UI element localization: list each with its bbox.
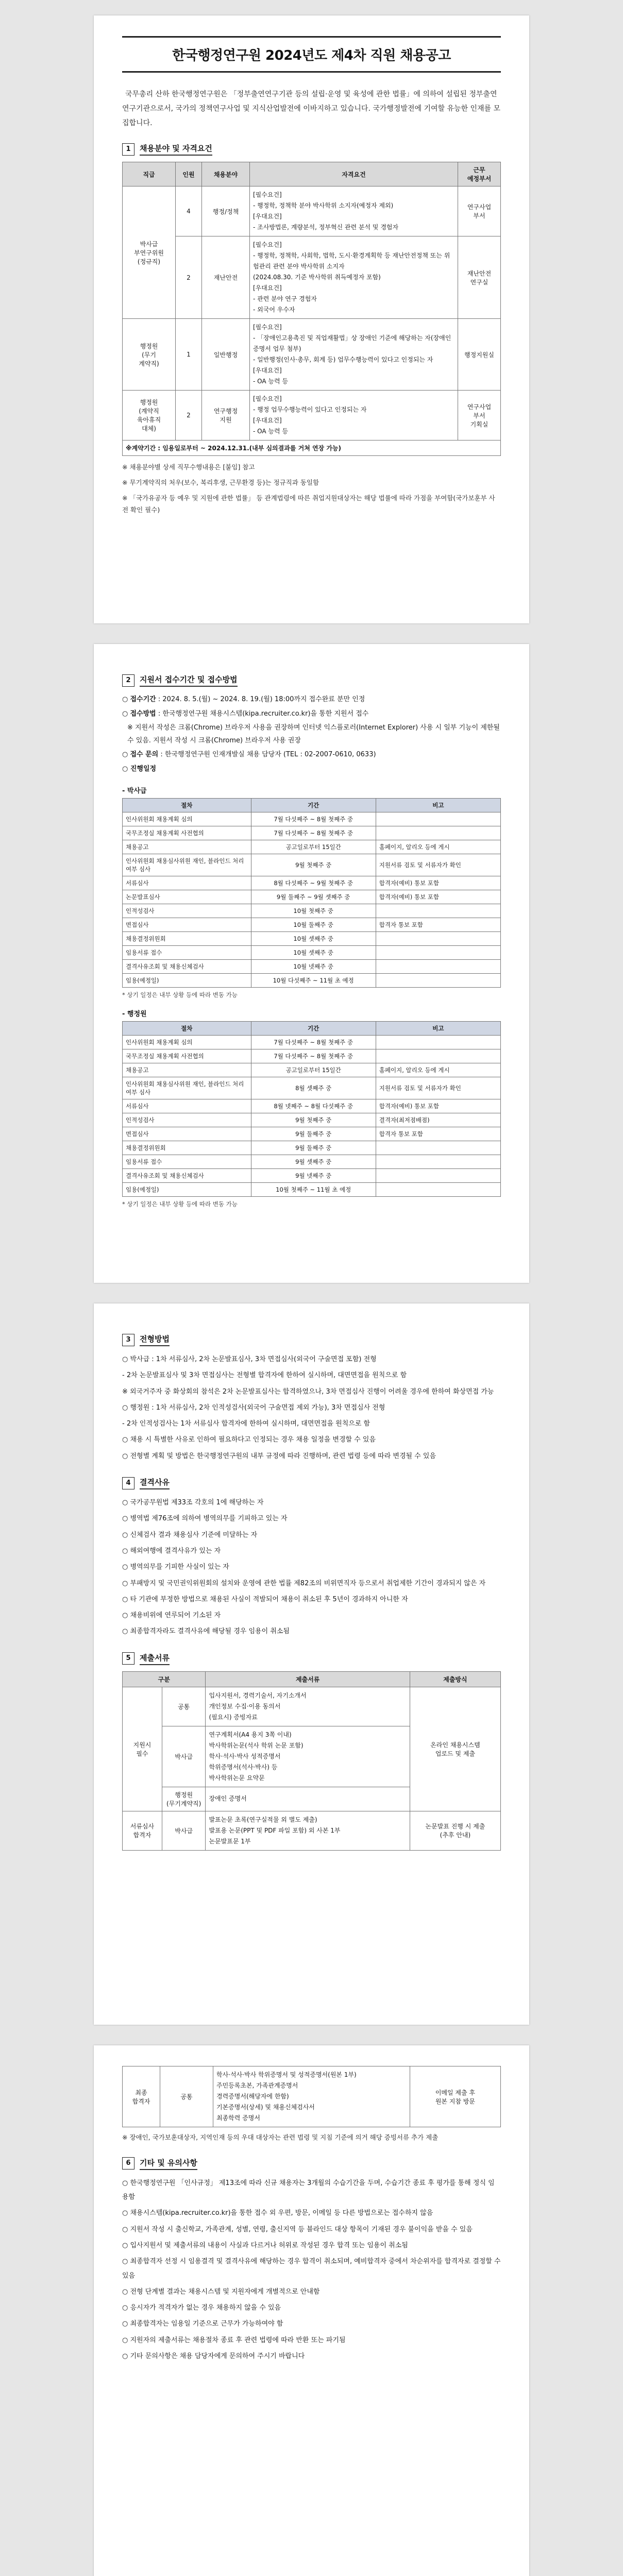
phd-title: - 박사급 [122, 787, 147, 795]
section-number: 3 [122, 1334, 134, 1346]
table-row [123, 1169, 501, 1183]
step-cell: 서류심사 [123, 876, 251, 890]
admin-title-text: 행정원 [127, 1010, 147, 1019]
period-cell: 7월 다섯째주 ~ 8월 첫째주 중 [251, 1049, 376, 1063]
dept-cell: 행정지원실 [458, 319, 501, 391]
docs-note: ※ 장애인, 국가보훈대상자, 지역인재 등의 우대 대상자는 관련 법령 및 지침 기준에 의거 해당 증빙서류 추가 제출 [122, 2133, 439, 2141]
doc-line: 박사학위논문 요약문 [209, 1774, 265, 1782]
dept-cell: 연구사업 부서 기획실 [458, 391, 501, 440]
remark-cell [376, 1169, 500, 1183]
qual-line: [우대요건] [253, 367, 282, 374]
table-row [123, 826, 501, 840]
doc-line: 발표용 논문(PPT 및 PDF 파일 포함) 외 사본 1부 [209, 1826, 341, 1834]
period-cell: 10월 셋째주 중 [251, 946, 376, 960]
qual-line: [필수요건] [253, 241, 282, 248]
period-cell: 10월 셋째주 중 [251, 932, 376, 946]
method-cell: 온라인 채용시스템 업로드 및 제출 [410, 1687, 500, 1811]
step-cell: 면접심사 [123, 918, 251, 932]
step-cell: 임용(예정일) [123, 1183, 251, 1197]
remark-cell [376, 904, 500, 918]
step-cell: 논문발표심사 [123, 890, 251, 904]
remark-cell: 지원서류 검토 및 서류자가 확인 [376, 854, 500, 876]
table-row [123, 1113, 501, 1127]
contract-note: ※계약기간 : 임용일로부터 ~ 2024.12.31.(내부 심의결과를 거쳐 연장 가능) [123, 440, 501, 456]
doc-line: 기본증명서(상세) 및 채용신체검사서 [216, 2104, 315, 2111]
apply-contact: ○ 접수 문의 : 한국행정연구원 인재개발실 채용 담당자 (TEL : 02-2007-0610, 0633) [122, 751, 376, 759]
section-number: 2 [122, 674, 134, 687]
table-row [123, 876, 501, 890]
period-cell: 10월 첫째주 중 [251, 904, 376, 918]
list-item: ○ 입사지원서 및 제출서류의 내용이 사실과 다르거나 허위로 작성된 경우 합격 또는 임용이 취소됨 [122, 2241, 408, 2249]
period-cell: 10월 첫째주 ~ 11월 초 예정 [251, 1183, 376, 1197]
remark-cell [376, 1183, 500, 1197]
qual-line: [필수요건] [253, 191, 282, 198]
doc-line: (필요시) 증빙자료 [209, 1713, 258, 1721]
section-title: 지원서 접수기간 및 접수방법 [140, 674, 238, 687]
process-list [122, 1352, 501, 1463]
list-item: ○ 지원자의 제출서류는 채용절차 종료 후 관련 법령에 따라 반환 또는 파기됨 [122, 2336, 346, 2344]
step-cell: 결격사유조회 및 채용신체검사 [123, 960, 251, 974]
doc-line: 박사학위논문(석사 학위 논문 포함) [209, 1741, 304, 1749]
section-title: 전형방법 [140, 1333, 170, 1346]
admin-schedule-body [123, 1036, 501, 1197]
note-line: ※ 「국가유공자 등 예우 및 지원에 관한 법률」 등 관계법령에 따른 취업지원대상자는 해당 법률에 따라 가점을 부여함(국가보훈부 사전 확인 필수) [122, 494, 495, 514]
qual-line: (2024.08.30. 기준 박사학위 취득예정자 포함) [253, 274, 381, 281]
docs-cell [206, 1787, 410, 1811]
period-cell: 9월 넷째주 중 [251, 1169, 376, 1183]
table-row [123, 854, 501, 876]
table-row [123, 319, 501, 391]
table-row [123, 1141, 501, 1155]
section-title: 기타 및 유의사항 [140, 2157, 197, 2170]
step-cell: 결격사유조회 및 채용신체검사 [123, 1169, 251, 1183]
item-label: 접수기간 [130, 696, 156, 703]
field-cell: 연구행정 지원 [202, 391, 250, 440]
step-cell: 채용결정위원회 [123, 932, 251, 946]
doc-line: 학사·석사·박사 성적증명서 [209, 1752, 281, 1760]
docs-cell [206, 1726, 410, 1787]
admin-note: * 상기 일정은 내부 상황 등에 따라 변동 가능 [122, 1200, 238, 1208]
period-cell: 9월 첫째주 중 [251, 1113, 376, 1127]
section-title: 제출서류 [140, 1652, 170, 1665]
etc-list [122, 2176, 501, 2364]
step-cell: 인사위원회 채용계획 심의 [123, 812, 251, 826]
table-row [123, 918, 501, 932]
dept-cell: 연구사업 부서 [458, 187, 501, 236]
col-step: 절차 [123, 1022, 251, 1036]
remark-cell [376, 812, 500, 826]
col-count: 인원 [176, 162, 202, 187]
qual-line: - OA 능력 등 [253, 428, 288, 435]
qual-line: - 일반행정(인사·총무, 회계 등) 업무수행능력이 있다고 인정되는 자 [253, 356, 433, 363]
table-row [123, 946, 501, 960]
list-item: ○ 전형별 계획 및 방법은 한국행정연구원의 내부 규정에 따라 진행하며, 관련 법령 등에 따라 변경될 수 있음 [122, 1452, 436, 1460]
count-cell: 2 [176, 236, 202, 319]
grade-cell: 행정원 (무기 계약직) [123, 319, 176, 391]
list-item: ○ 병역의무를 기피한 사실이 있는 자 [122, 1563, 229, 1571]
quals-cell [250, 187, 458, 236]
list-item: ○ 채용비위에 연루되어 기소된 자 [122, 1612, 221, 1620]
apply-method: ○ 접수방법 : 한국행정연구원 채용시스템(kipa.recruiter.co.kr)을 통한 지원서 접수 [122, 710, 369, 718]
group-cell: 최종 합격자 [123, 2066, 160, 2127]
doc-line: 입사지원서, 경력기술서, 자기소개서 [209, 1691, 307, 1699]
col-method: 제출방식 [410, 1671, 500, 1687]
method-cell: 이메일 제출 후 원본 지참 방문 [410, 2066, 500, 2127]
list-item: ○ 한국행정연구원 「인사규정」 제13조에 따라 신규 채용자는 3개월의 수습기간을 두며, 수습기간 종료 후 평가를 통해 정식 임용함 [122, 2179, 495, 2201]
section-header [122, 1652, 501, 1665]
documents-table-continued [122, 2066, 501, 2127]
period-cell: 8월 넷째주 ~ 8월 다섯째주 중 [251, 1099, 376, 1113]
period-cell: 9월 둘째주 중 [251, 1141, 376, 1155]
table-row [123, 1183, 501, 1197]
list-item: ○ 박사급 : 1차 서류심사, 2차 논문발표심사, 3차 면접심사(외국어 구술면접 포함) 전형 [122, 1355, 377, 1363]
remark-cell: 합격자(예비) 통보 포함 [376, 876, 500, 890]
type-cell: 박사급 [162, 1811, 206, 1850]
list-item: ○ 기타 문의사항은 채용 담당자에게 문의하여 주시기 바랍니다 [122, 2352, 305, 2361]
qual-line: [우대요건] [253, 213, 282, 220]
browser-note: ※ 지원서 작성은 크롬(Chrome) 브라우저 사용을 권장하며 인터넷 익스플로러(Internet Explorer) 사용 시 일부 기능이 제한될 수 있음. 지원서 작성 시 크롬(Chrome) 브라우저 사용 권장 [127, 724, 500, 744]
period-cell: 7월 다섯째주 ~ 8월 첫째주 중 [251, 1036, 376, 1049]
table-row [123, 960, 501, 974]
list-item: ○ 해외여행에 결격사유가 있는 자 [122, 1547, 221, 1555]
col-grade: 직급 [123, 162, 176, 187]
group-cell: 서류심사 합격자 [123, 1811, 162, 1850]
page-3 [94, 1303, 529, 2025]
page-title: 한국행정연구원 2024년도 제4차 직원 채용공고 [122, 36, 501, 73]
remark-cell [376, 1155, 500, 1169]
table-row [123, 890, 501, 904]
period-cell: 9월 둘째주 중 [251, 1127, 376, 1141]
section-header [122, 674, 501, 687]
remark-cell: 홈페이지, 알리오 등에 게시 [376, 840, 500, 854]
count-cell: 2 [176, 391, 202, 440]
step-cell: 서류심사 [123, 1099, 251, 1113]
field-cell: 재난안전 [202, 236, 250, 319]
type-cell: 공통 [160, 2066, 213, 2127]
qual-line: - 「장애인고용촉진 및 직업재활법」상 장애인 기준에 해당하는 자(장애인 증명서 업무 첨부) [253, 334, 451, 352]
doc-line: 최종학력 증명서 [216, 2114, 260, 2122]
type-cell: 공통 [162, 1687, 206, 1726]
col-period: 기간 [251, 799, 376, 812]
phd-note: * 상기 일정은 내부 상황 등에 따라 변동 가능 [122, 991, 238, 999]
doc-line: 발표논문 초록(연구실적물 외 별도 제출) [209, 1816, 317, 1823]
quals-cell [250, 391, 458, 440]
list-item: ○ 응시자가 적격자가 없는 경우 채용하지 않을 수 있음 [122, 2304, 281, 2312]
admin-schedule-table [122, 1021, 501, 1197]
item-label: 접수 문의 [130, 751, 159, 759]
remark-cell: 홈페이지, 알리오 등에 게시 [376, 1063, 500, 1077]
col-remark: 비고 [376, 799, 500, 812]
col-qualifications: 자격요건 [250, 162, 458, 187]
period-cell: 공고일로부터 15일간 [251, 840, 376, 854]
list-item: ○ 행정원 : 1차 서류심사, 2차 인적성검사(외국어 구술면접 제외 가능), 3차 면접심사 전형 [122, 1403, 385, 1412]
apply-period: ○ 접수기간 : 2024. 8. 5.(월) ~ 2024. 8. 19.(월) 18:00까지 접수완료 분만 인정 [122, 696, 365, 703]
table-row [123, 1036, 501, 1049]
col-step: 절차 [123, 799, 251, 812]
page-2 [94, 644, 529, 1283]
section-number: 1 [122, 143, 134, 156]
group-cell: 지원시 필수 [123, 1687, 162, 1811]
list-item: - 2차 인적성검사는 1차 서류심사 합격자에 한하여 실시하며, 대면면접을 원칙으로 함 [122, 1420, 371, 1428]
step-cell: 인사위원회 채용계획 심의 [123, 1036, 251, 1049]
item-text: 한국행정연구원 인재개발실 채용 담당자 (TEL : 02-2007-0610, 0633) [164, 751, 376, 759]
step-cell: 국무조정실 채용계획 사전협의 [123, 1049, 251, 1063]
period-cell: 공고일로부터 15일간 [251, 1063, 376, 1077]
period-cell: 10월 둘째주 중 [251, 918, 376, 932]
period-cell: 10월 넷째주 중 [251, 960, 376, 974]
col-category: 구분 [123, 1671, 206, 1687]
table-row [123, 1049, 501, 1063]
step-cell: 인적성검사 [123, 904, 251, 918]
table-row [123, 932, 501, 946]
list-item: ○ 최종합격자라도 결격사유에 해당될 경우 임용이 취소됨 [122, 1628, 290, 1636]
list-item: ○ 전형 단계별 결과는 채용시스템 및 지원자에게 개별적으로 안내함 [122, 2287, 320, 2296]
list-item: ○ 신체검사 결과 채용심사 기준에 미달하는 자 [122, 1531, 258, 1539]
intro-text: 국무총리 산하 한국행정연구원은 「정부출연연구기관 등의 설립·운영 및 육성에 관한 법률」에 의하여 설립된 정부출연연구기관으로서, 국가의 정책연구사업 및 지식산업발전에 이바지하고 있습니다. 국가행정발전에 기여할 유능한 인재를 모집합니다. [122, 90, 501, 127]
notes [122, 461, 501, 516]
docs-cell [213, 2066, 410, 2127]
period-cell: 7월 다섯째주 ~ 8월 첫째주 중 [251, 826, 376, 840]
list-item: ○ 최종합격자 선정 시 임용결격 및 결격사유에 해당하는 경우 합격이 취소되며, 예비합격자 중에서 차순위자를 합격자로 결정할 수 있음 [122, 2258, 501, 2280]
docs-cell [206, 1687, 410, 1726]
quals-cell [250, 319, 458, 391]
step-cell: 임용서류 접수 [123, 946, 251, 960]
remark-cell: 지원서류 검토 및 서류자가 확인 [376, 1077, 500, 1099]
positions-table [122, 162, 501, 456]
table-row [123, 1127, 501, 1141]
doc-line: 학위증명서(석사·박사) 등 [209, 1763, 278, 1771]
step-cell: 임용서류 접수 [123, 1155, 251, 1169]
method-cell: 논문발표 진행 시 제출 (추후 안내) [410, 1811, 500, 1850]
count-cell: 1 [176, 319, 202, 391]
list-item: - 2차 논문발표심사 및 3차 면접심사는 전형별 합격자에 한하여 실시하며, 대면면접을 원칙으로 함 [122, 1371, 407, 1380]
item-text: 2024. 8. 5.(월) ~ 2024. 8. 19.(월) 18:00까지 접수완료 분만 인정 [162, 696, 365, 703]
admin-title: - 행정원 [122, 1010, 147, 1019]
type-cell: 행정원 (무기계약직) [162, 1787, 206, 1811]
section-header [122, 1477, 501, 1489]
period-cell: 7월 다섯째주 ~ 8월 첫째주 중 [251, 812, 376, 826]
quals-cell [250, 236, 458, 319]
table-row [123, 1063, 501, 1077]
table-row [123, 904, 501, 918]
period-cell: 10월 다섯째주 ~ 11월 초 예정 [251, 974, 376, 988]
section-title: 채용분야 및 자격요건 [140, 143, 212, 156]
type-cell: 박사급 [162, 1726, 206, 1787]
item-text: 한국행정연구원 채용시스템(kipa.recruiter.co.kr)을 통한 지원서 접수 [162, 710, 369, 718]
table-row [123, 812, 501, 826]
table-row [123, 187, 501, 236]
table-row [123, 1099, 501, 1113]
qual-line: - 외국어 우수자 [253, 306, 295, 313]
qual-line: [우대요건] [253, 417, 282, 424]
progress-title: ○ 진행일정 [122, 765, 157, 773]
list-item: ○ 부패방지 및 국민권익위원회의 설치와 운영에 관한 법률 제82조의 비위면직자 등으로서 취업제한 기간이 경과되지 않은 자 [122, 1579, 486, 1587]
remark-cell [376, 1141, 500, 1155]
list-item: ○ 지원서 작성 시 출신학교, 가족관계, 성별, 연령, 출신지역 등 블라인드 대상 항목이 기재된 경우 불이익을 받을 수 있음 [122, 2225, 473, 2233]
list-item: ※ 외국거주자 중 화상회의 참석은 2차 논문발표심사는 합격하였으나, 3차 면접심사 진행이 어려울 경우에 한하여 화상면접 가능 [122, 1387, 494, 1396]
table-row [123, 840, 501, 854]
section-header [122, 2157, 501, 2170]
list-item: ○ 최종합격자는 임용일 기준으로 근무가 가능하여야 함 [122, 2320, 283, 2328]
dept-cell: 재난안전 연구실 [458, 236, 501, 319]
step-cell: 임용(예정일) [123, 974, 251, 988]
period-cell: 8월 다섯째주 ~ 9월 첫째주 중 [251, 876, 376, 890]
col-dept: 근무 예정부서 [458, 162, 501, 187]
qual-line: [필수요건] [253, 395, 282, 402]
table-row [123, 974, 501, 988]
remark-cell: 합격자(예비) 통보 포함 [376, 890, 500, 904]
col-field: 채용분야 [202, 162, 250, 187]
field-cell: 일반행정 [202, 319, 250, 391]
table-row [123, 1155, 501, 1169]
list-item: ○ 채용 시 특별한 사유로 인하여 필요하다고 인정되는 경우 채용 일정을 변경할 수 있음 [122, 1436, 376, 1444]
period-cell: 9월 둘째주 ~ 9월 셋째주 중 [251, 890, 376, 904]
disqualification-list [122, 1496, 501, 1639]
doc-line: 연구계획서(A4 용지 3쪽 이내) [209, 1731, 292, 1738]
remark-cell: 결격자(최저점배점) [376, 1113, 500, 1127]
doc-line: 학사·석사·박사 학위증명서 및 성적증명서(원본 1부) [216, 2071, 357, 2078]
list-item: ○ 국가공무원법 제33조 각호의 1에 해당하는 자 [122, 1499, 264, 1507]
qual-line: - OA 능력 등 [253, 378, 288, 385]
step-cell: 인사위원회 채용심사위원 재인, 블라인드 처리 여부 심사 [123, 1077, 251, 1099]
step-cell: 인사위원회 채용심사위원 재인, 블라인드 처리 여부 심사 [123, 854, 251, 876]
section-number: 4 [122, 1477, 134, 1489]
table-row [123, 1811, 501, 1850]
remark-cell: 합격자 통보 포함 [376, 918, 500, 932]
qual-line: [필수요건] [253, 324, 282, 331]
section-title: 결격사유 [140, 1477, 170, 1489]
qual-line: - 행정 업무수행능력이 있다고 인정되는 자 [253, 406, 367, 413]
list-item: ○ 병역법 제76조에 의하여 병역의무를 기피하고 있는 자 [122, 1515, 288, 1523]
col-documents: 제출서류 [206, 1671, 410, 1687]
remark-cell: 합격자(예비) 통보 포함 [376, 1099, 500, 1113]
doc-line: 개인정보 수집·이용 동의서 [209, 1702, 281, 1710]
col-remark: 비고 [376, 1022, 500, 1036]
note-line: ※ 무기계약직의 처우(보수, 복리후생, 근무환경 등)는 정규직과 동일함 [122, 478, 319, 486]
section-header [122, 1333, 501, 1346]
step-cell: 채용공고 [123, 1063, 251, 1077]
period-cell: 9월 첫째주 중 [251, 854, 376, 876]
table-row [123, 236, 501, 319]
doc-line: 주민등록초본, 가족관계증명서 [216, 2082, 298, 2089]
phd-schedule-table [122, 798, 501, 988]
page-1 [94, 15, 529, 623]
remark-cell [376, 1049, 500, 1063]
remark-cell [376, 1036, 500, 1049]
qual-line: - 행정학, 정책학 분야 박사학위 소지자(예정자 제외) [253, 202, 394, 209]
remark-cell [376, 946, 500, 960]
docs-cell [206, 1811, 410, 1850]
remark-cell [376, 960, 500, 974]
remark-cell [376, 974, 500, 988]
field-cell: 행정/정책 [202, 187, 250, 236]
table-row [123, 440, 501, 456]
qual-line: [우대요건] [253, 284, 282, 292]
step-cell: 인적성검사 [123, 1113, 251, 1127]
table-row [123, 2066, 501, 2127]
table-row [123, 1077, 501, 1099]
step-cell: 채용공고 [123, 840, 251, 854]
section-header [122, 143, 501, 156]
period-cell: 9월 셋째주 중 [251, 1155, 376, 1169]
doc-line: 논문발표문 1부 [209, 1837, 251, 1845]
phd-schedule-body [123, 812, 501, 988]
list-item: ○ 채용시스템(kipa.recruiter.co.kr)을 통한 접수 외 우편, 방문, 이메일 등 다른 방법으로는 접수하지 않음 [122, 2209, 433, 2217]
qual-line: - 조사방법론, 계량분석, 정부혁신 관련 분석 및 경험자 [253, 224, 399, 231]
qual-line: - 관련 분야 연구 경험자 [253, 295, 317, 302]
table-row [123, 391, 501, 440]
grade-cell: 박사급 부연구위원 (정규직) [123, 187, 176, 319]
qual-line: - 행정학, 정책학, 사회학, 법학, 도시·환경계획학 등 재난안전정책 또는 위험관리 관련 분야 박사학위 소지자 [253, 252, 450, 270]
item-label: 접수방법 [130, 710, 156, 718]
step-cell: 채용결정위원회 [123, 1141, 251, 1155]
col-period: 기간 [251, 1022, 376, 1036]
list-item: ○ 타 기관에 부정한 방법으로 채용된 사실이 적발되어 채용이 취소된 후 5년이 경과하지 아니한 자 [122, 1595, 408, 1603]
doc-line: 장애인 증명서 [209, 1795, 247, 1803]
page-4 [94, 2045, 529, 2576]
remark-cell [376, 826, 500, 840]
remark-cell: 합격자 통보 포함 [376, 1127, 500, 1141]
step-cell: 국무조정실 채용계획 사전협의 [123, 826, 251, 840]
grade-cell: 행정원 (계약직 육아휴직 대체) [123, 391, 176, 440]
count-cell: 4 [176, 187, 202, 236]
progress-title-text: 진행일정 [130, 765, 157, 773]
section-number: 5 [122, 1652, 134, 1665]
period-cell: 8월 셋째주 중 [251, 1077, 376, 1099]
step-cell: 면접심사 [123, 1127, 251, 1141]
phd-title-text: 박사급 [127, 787, 147, 795]
remark-cell [376, 932, 500, 946]
section-number: 6 [122, 2157, 134, 2170]
note-line: ※ 채용분야별 상세 직무수행내용은 [붙임] 참고 [122, 463, 255, 471]
table-row [123, 1687, 501, 1726]
doc-line: 경력증명서(해당자에 한함) [216, 2093, 289, 2100]
documents-table [122, 1671, 501, 1851]
